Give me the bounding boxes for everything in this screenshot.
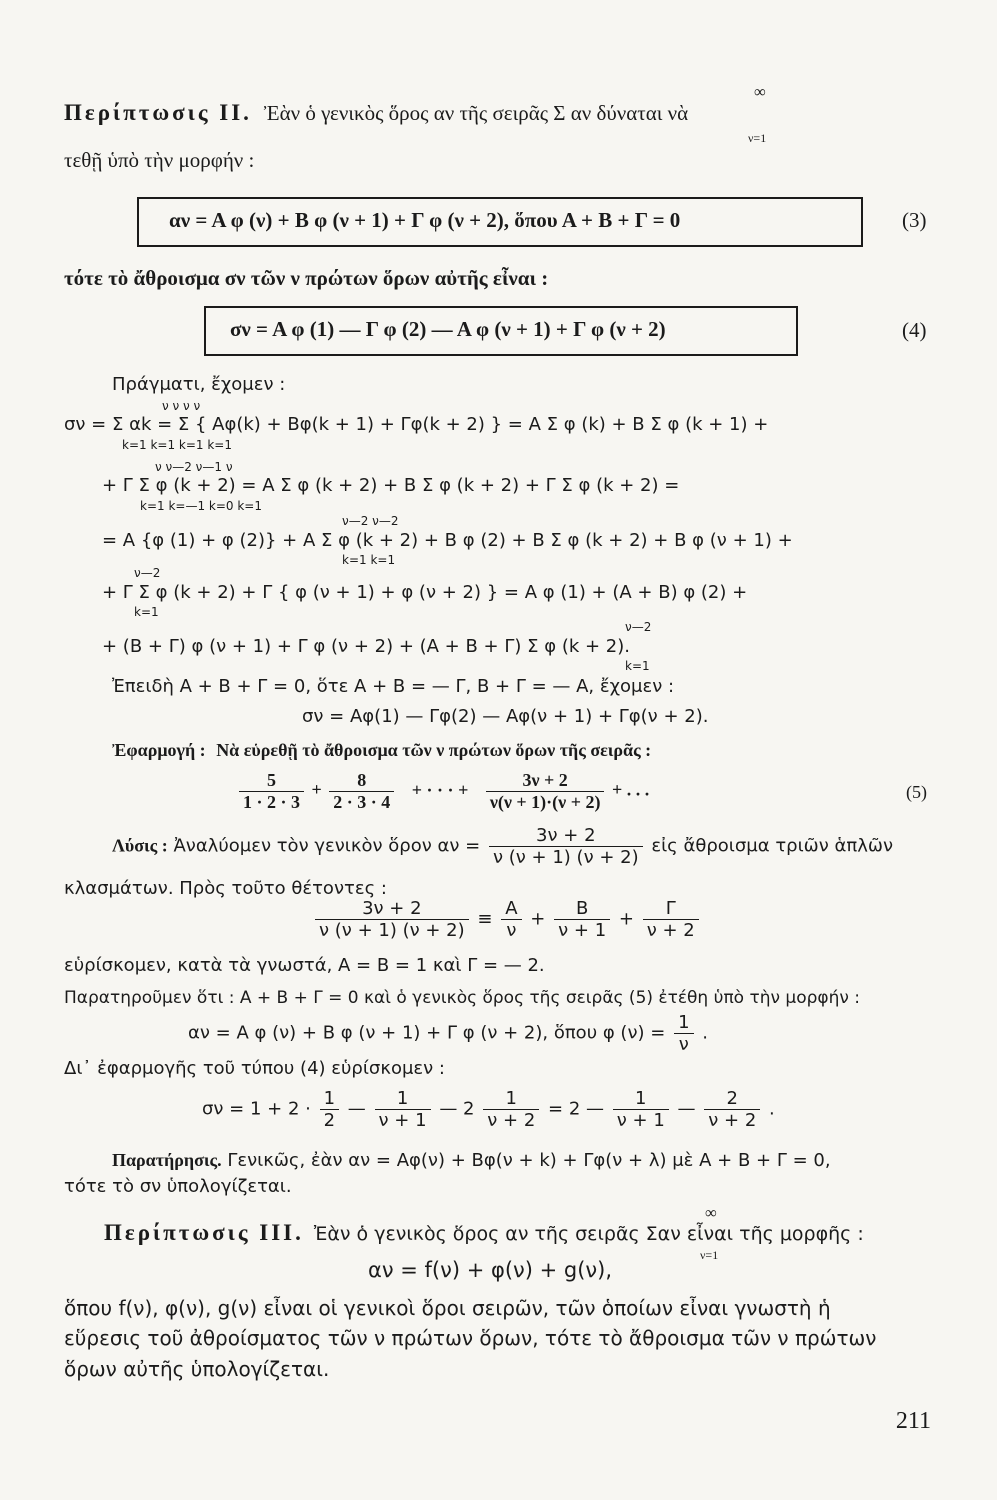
sigma-result: σν = 1 + 2 · $\frac{1}{2}$ — $\frac{1}{\nu + 1}$ — 2 $\frac{1}{\nu + 2}$ = 2 — $\frac{1}{\nu + 1}$ — $\frac{2}{\nu + 2}$ . <box>202 1088 775 1131</box>
application-text: Νὰ εὑρεθῇ τὸ ἄθροισμα τῶν ν πρώτων ὅρων τῆς σειρᾶς : <box>216 740 652 760</box>
sigma-f4: $\frac{1}{\nu + 1}$ <box>613 1088 669 1131</box>
proof-intro: Πράγματι, ἔχομεν : <box>112 374 286 395</box>
proof-line-5: + (Β + Γ) φ (ν + 1) + Γ φ (ν + 2) + (Α + Β + Γ) Σ φ (k + 2). <box>102 636 630 657</box>
proof-since: Ἐπειδὴ Α + Β + Γ = 0, ὅτε Α + Β = — Γ, Β + Γ = — Α, ἔχομεν : <box>112 676 675 697</box>
solution-text-a: Ἀναλύομεν τὸν γενικὸν ὅρον αν = <box>173 835 481 857</box>
sigma-lhs: σν = 1 + 2 · <box>202 1098 311 1120</box>
decomp-c: $\frac{\Gamma}{\nu + 2}$ <box>643 898 699 941</box>
proof-l3-top: ν—2 ν—2 <box>342 514 399 528</box>
case3-sum-top: ∞ <box>705 1203 717 1222</box>
case3-intro: Ἐὰν ὁ γενικὸς ὅρος αν τῆς σειρᾶς Σαν εἶναι τῆς μορφῆς : <box>313 1223 864 1245</box>
case3-sum-bottom: ν=1 <box>700 1248 719 1262</box>
formula-4: σν = Α φ (1) — Γ φ (2) — Α φ (ν + 1) + Γ φ (ν + 2) <box>230 317 666 341</box>
remark-label: Παρατήρησις. <box>112 1150 222 1170</box>
proof-l2-top: ν ν—2 ν—1 ν <box>155 460 233 474</box>
solution-form: αν = Α φ (ν) + Β φ (ν + 1) + Γ φ (ν + 2), ὅπου φ (ν) = <box>188 1022 666 1044</box>
sigma-mid: — 2 <box>439 1098 475 1120</box>
case3-p3: ὅρων αὐτῆς ὑπολογίζεται. <box>64 1357 330 1381</box>
series-frac-1: $\frac{5}{1 \cdot 2 \cdot 3}$ <box>239 770 304 813</box>
case2-sum-bottom: ν=1 <box>748 131 767 145</box>
proof-line-3: = Α {φ (1) + φ (2)} + Α Σ φ (k + 2) + Β φ (2) + Β Σ φ (k + 2) + Β φ (ν + 1) + <box>102 530 793 551</box>
case3-heading: Περίπτωσις III. <box>104 1220 304 1245</box>
proof-line-2: + Γ Σ φ (k + 2) = Α Σ φ (k + 2) + Β Σ φ (k + 2) + Γ Σ φ (k + 2) = <box>102 475 680 496</box>
page-number: 211 <box>895 1408 931 1434</box>
case3-formula: αν = f(ν) + φ(ν) + g(ν), <box>368 1258 613 1282</box>
sigma-f1: $\frac{1}{2}$ <box>320 1088 339 1131</box>
series-frac-3: $\frac{3\nu + 2}{\nu(\nu + 1)\cdot(\nu + 2)}$ <box>486 770 605 813</box>
solution-label: Λύσις : <box>112 835 168 856</box>
proof-l5-top: ν—2 <box>625 620 652 634</box>
series-frac-2: $\frac{8}{2 \cdot 3 \cdot 4}$ <box>329 770 394 813</box>
case3-heading-line <box>104 1220 864 1246</box>
eq3-label: (3) <box>902 208 927 232</box>
remark-text2: τότε τὸ σν ὑπολογίζεται. <box>64 1176 292 1197</box>
formula-3: αν = Α φ (ν) + Β φ (ν + 1) + Γ φ (ν + 2), ὅπου Α + Β + Γ = 0 <box>169 208 681 232</box>
decomp-a: $\frac{A}{\nu}$ <box>501 898 521 941</box>
decomposition: $\frac{3\nu + 2}{\nu (\nu + 1) (\nu + 2)}$ ≡ $\frac{A}{\nu}$ + $\frac{B}{\nu + 1}$ + $\frac{\Gamma}{\nu + 2}$ <box>312 898 702 941</box>
proof-l1-bot: k=1 k=1 k=1 k=1 <box>122 438 232 452</box>
formula-box-3 <box>137 197 863 247</box>
proof-line-1: σν = Σ αk = Σ { Αφ(k) + Βφ(k + 1) + Γφ(k + 2) } = Α Σ φ (k) + Β Σ φ (k + 1) + <box>64 414 769 435</box>
proof-l2-bot: k=1 k=—1 k=0 k=1 <box>140 499 262 513</box>
eq4-label: (4) <box>902 318 927 342</box>
sigma-f3: $\frac{1}{\nu + 2}$ <box>483 1088 539 1131</box>
solution-observe: Παρατηροῦμεν ὅτι : Α + Β + Γ = 0 καὶ ὁ γενικὸς ὅρος τῆς σειρᾶς (5) ἐτέθη ὑπὸ τὴν μορφήν : <box>64 988 861 1008</box>
series-dots: + · · · + <box>411 779 469 800</box>
case3-p1: ὅπου f(ν), φ(ν), g(ν) εἶναι οἱ γενικοὶ ὅροι σειρῶν, τῶν ὁποίων εἶναι γνωστὴ ἡ <box>64 1296 831 1320</box>
sigma-eq: = 2 — <box>548 1098 604 1120</box>
proof-result: σν = Αφ(1) — Γφ(2) — Αφ(ν + 1) + Γφ(ν + 2). <box>302 706 709 727</box>
solution-via: Δι᾽ ἐφαρμογῆς τοῦ τύπου (4) εὑρίσκομεν : <box>64 1058 445 1079</box>
solution-form-line: αν = Α φ (ν) + Β φ (ν + 1) + Γ φ (ν + 2), ὅπου φ (ν) = $\frac{1}{\nu}$ . <box>188 1012 708 1055</box>
then-line: τότε τὸ ἄθροισμα σν τῶν ν πρώτων ὅρων αὐτῆς εἶναι : <box>64 266 549 290</box>
proof-l4-top: ν—2 <box>134 566 161 580</box>
case3-p2: εὕρεσις τοῦ ἀθροίσματος τῶν ν πρώτων ὅρων, τότε τὸ ἄθροισμα τῶν ν πρώτων <box>64 1326 877 1350</box>
case2-heading: Περίπτωσις II. <box>64 100 252 125</box>
proof-l3-bot: k=1 k=1 <box>342 553 396 567</box>
case2-intro-b: τεθῇ ὑπὸ τὴν μορφήν : <box>64 148 255 172</box>
phi-frac: $\frac{1}{\nu}$ <box>674 1012 693 1055</box>
solution-line <box>112 825 893 868</box>
solution-text-b: εἰς ἄθροισμα τριῶν ἁπλῶν <box>651 835 894 857</box>
series-tail: + . . . <box>611 779 650 800</box>
proof-l5-bot: k=1 <box>625 659 650 673</box>
eq5-label: (5) <box>906 782 927 802</box>
series-5: $\frac{5}{1 \cdot 2 \cdot 3}$ + $\frac{8}{2 \cdot 3 \cdot 4}$ + · · · + $\frac{3\nu + 2}{\nu(\nu + 1)\cdot(\nu + 2)}$ + . . . <box>236 770 649 813</box>
case2-intro-a: Ἐὰν ὁ γενικὸς ὅρος αν τῆς σειρᾶς Σ αν δύναται νὰ <box>263 101 689 125</box>
proof-line-4: + Γ Σ φ (k + 2) + Γ { φ (ν + 1) + φ (ν + 2) } = Α φ (1) + (Α + Β) φ (2) + <box>102 582 748 603</box>
remark-line <box>112 1150 831 1171</box>
solution-general-frac: $\frac{3\nu + 2}{\nu (\nu + 1) (\nu + 2)}$ <box>489 825 643 868</box>
identity-sign: ≡ <box>477 908 493 930</box>
remark-text: Γενικῶς, ἐὰν αν = Αφ(ν) + Βφ(ν + k) + Γφ(ν + λ) μὲ Α + Β + Γ = 0, <box>227 1150 831 1171</box>
sigma-f2: $\frac{1}{\nu + 1}$ <box>375 1088 431 1131</box>
decomp-lhs: $\frac{3\nu + 2}{\nu (\nu + 1) (\nu + 2)}$ <box>315 898 469 941</box>
case2-sum-top: ∞ <box>754 82 766 101</box>
application-line <box>112 740 651 761</box>
decomp-b: $\frac{B}{\nu + 1}$ <box>554 898 610 941</box>
formula-box-4 <box>204 306 798 356</box>
proof-l4-bot: k=1 <box>134 605 159 619</box>
proof-l1-top: ν ν ν ν <box>162 399 201 413</box>
case2-heading-line <box>64 100 688 126</box>
application-heading: Ἐφαρμογή : <box>112 740 206 760</box>
solution-found: εὑρίσκομεν, κατὰ τὰ γνωστά, Α = Β = 1 καὶ Γ = — 2. <box>64 955 545 976</box>
solution-text-c: κλασμάτων. Πρὸς τοῦτο θέτοντες : <box>64 878 387 899</box>
sigma-f5: $\frac{2}{\nu + 2}$ <box>704 1088 760 1131</box>
